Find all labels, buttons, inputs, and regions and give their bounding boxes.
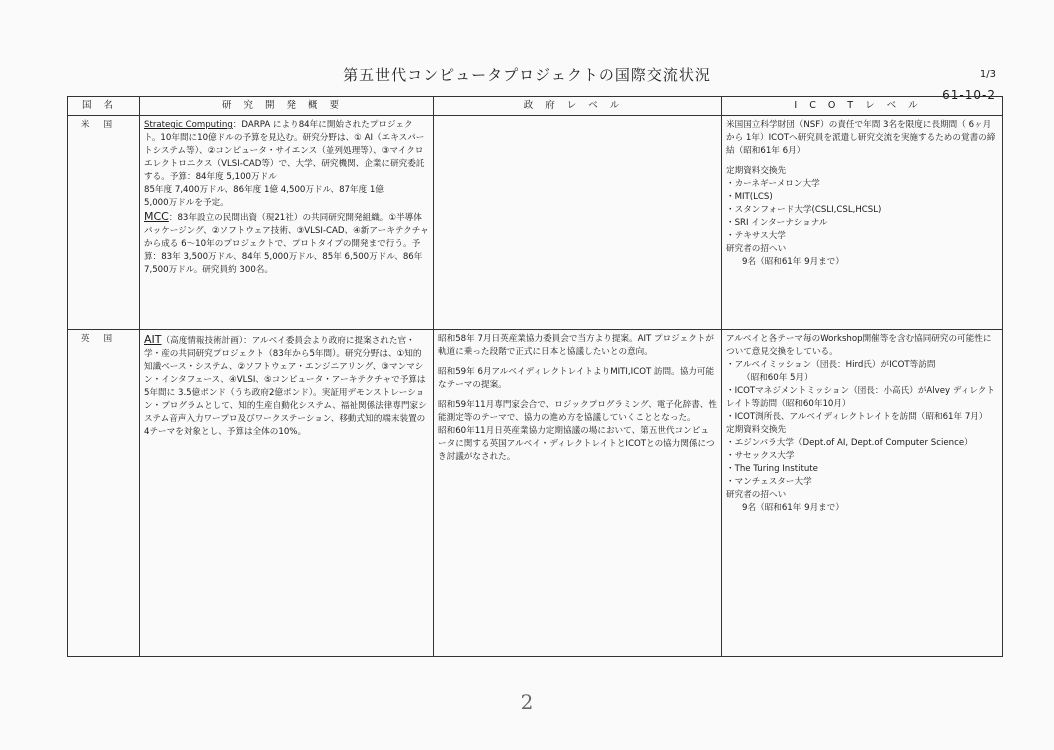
sc-program-name: Strategic Computing xyxy=(144,120,233,130)
icot-cell-us xyxy=(722,116,1003,330)
table-row-us xyxy=(68,116,1003,330)
icot-uk-researchers: 9名（昭和61年 9月まで） xyxy=(742,503,844,513)
list-item: ・ICOTマネジメントミッション（団長：小高氏）がAlvey ディレクトレイト等訪問（昭和60年10月） xyxy=(726,386,995,409)
col-header-government: 政府レベル xyxy=(434,97,722,116)
ait-text: （高度情報技術計画）：アルベイ委員会より政府に提案された官・学・産の共同研究プロジェクト（83年から5年間）。研究分野は、①知的知識ベース・システム、②ソフトウェア・エンジニアリング、③マンマシン・インタフェース、④VLSI、⑤コンピュータ・アーキテクチャで予算は5年間に 3.5億ポンド（うち政府2億ポンド）。実証用デモンストレーション・プログラムとして、知的生産自動化システム、福祉関係法律専門家システム音声入力ワープロ及びワークステーション、移動式知的端末装置の4テーマを対象とし、予算は全体の10%。 xyxy=(144,336,427,437)
icot-us-docs-header: 定期資料交換先 xyxy=(726,166,787,176)
gov-uk-entry-4: 昭和60年11月日英産業協力定期協議の場において、第五世代コンピュータに関する英国アルベイ・ディレクトレイトとICOTとの協力関係につき討議がなされた。 xyxy=(438,426,715,462)
list-item: ・マンチェスター大学 xyxy=(726,477,812,487)
list-item: ・アルベイミッション（団長：Hird氏）がICOT等訪問 xyxy=(726,360,936,370)
document-number: 61-10-2 xyxy=(942,88,996,102)
list-item: ・エジンバラ大学（Dept.of AI, Dept.of Computer Science） xyxy=(726,438,973,448)
government-cell-us xyxy=(434,116,722,330)
table-row-uk xyxy=(68,330,1003,657)
government-cell-uk xyxy=(434,330,722,657)
list-item: ・SRI インターナショナル xyxy=(726,218,828,228)
ait-name: AIT xyxy=(144,333,162,346)
icot-cell-uk xyxy=(722,330,1003,657)
document-title: 第五世代コンピュータプロジェクトの国際交流状況 xyxy=(343,66,711,84)
icot-us-agreement: 米国国立科学財団（NSF）の責任で年間 3名を限度に長期間（ 6ヶ月から 1年）ICOTへ研究員を派遣し研究交流を実施するための覚書の締結（昭和61年 6月） xyxy=(726,120,996,156)
icot-uk-intro: アルベイと各テーマ毎のWorkshop開催等を含む協同研究の可能性について意見交換をしている。 xyxy=(726,334,992,357)
mcc-text: ：83年設立の民間出資（現21社）の共同研究開発組織。①半導体パッケージング、②ソフトウェア技術、③VLSI-CAD、④新アーキテクチャから成る 6～10年のプロジェクトで、プロトタイプの開発まで行う。予算：83年 3,500万ドル、84年 5,000万ドル、85年 6,500万ドル、86年 7,500万ドル。研究員約 300名。 xyxy=(144,213,429,275)
page-number: 2 xyxy=(520,690,534,714)
col-header-icot: ICOTレベル xyxy=(722,97,1003,116)
sc-program-text-3: 5,000万ドルを予定。 xyxy=(144,198,229,208)
gov-uk-entry-2: 昭和59年 6月アルベイディレクトレイトよりMITI,ICOT 訪問。協力可能なテーマの提案。 xyxy=(438,367,715,390)
list-item: ・スタンフォード大学(CSLI,CSL,HCSL) xyxy=(726,205,882,215)
list-item: ・The Turing Institute xyxy=(726,464,818,474)
exchange-status-table xyxy=(67,96,1003,657)
icot-us-researchers: 9名（昭和61年 9月まで） xyxy=(742,257,844,267)
mcc-name: MCC xyxy=(144,210,169,223)
list-item: ・カーネギーメロン大学 xyxy=(726,179,820,189)
col-header-research: 研究開発概要 xyxy=(140,97,434,116)
gov-uk-entry-1: 昭和58年 7月日英産業協力委員会で当方より提案。AIT プロジェクトが軌道に乗った段階で正式に日本と協議したいとの意向。 xyxy=(438,334,714,357)
gov-uk-entry-3: 昭和59年11月専門家会合で、ロジックプログラミング、電子化辞書、性能測定等のテーマで、協力の進め方を協議していくこととなった。 xyxy=(438,400,717,423)
country-cell-uk: 英国 xyxy=(68,330,140,657)
country-cell-us: 米国 xyxy=(68,116,140,330)
icot-uk-docs-header: 定期資料交換先 xyxy=(726,425,787,435)
research-cell-uk xyxy=(140,330,434,657)
list-item: ・ICOT渕所長、アルベイディレクトレイトを訪問（昭和61年 7月） xyxy=(726,412,988,422)
col-header-country: 国名 xyxy=(68,97,140,116)
icot-us-researchers-header: 研究者の招へい xyxy=(726,244,787,254)
sc-program-text: ：DARPA により84年に開始されたプロジェクト。10年間に10億ドルの予算を見込む。研究分野は、① AI（エキスパートシステム等）、②コンピュータ・サイエンス（並列処理等）、③マイクロエレクトロニクス（VLSI-CAD等）で、大学、研究機関、企業に研究委託する。予算：84年度 5,100万ドル xyxy=(144,120,425,182)
list-item: （昭和60年 5月） xyxy=(742,373,813,383)
list-item: ・テキサス大学 xyxy=(726,231,786,241)
list-item: ・サセックス大学 xyxy=(726,451,795,461)
icot-uk-researchers-header: 研究者の招へい xyxy=(726,490,787,500)
sc-program-text-2: 85年度 7,400万ドル、86年度 1億 4,500万ドル、87年度 1億 xyxy=(144,185,384,195)
table-header-row xyxy=(68,97,1003,116)
page-fraction: 1/3 xyxy=(979,69,996,80)
list-item: ・MIT(LCS) xyxy=(726,192,773,202)
research-cell-us xyxy=(140,116,434,330)
